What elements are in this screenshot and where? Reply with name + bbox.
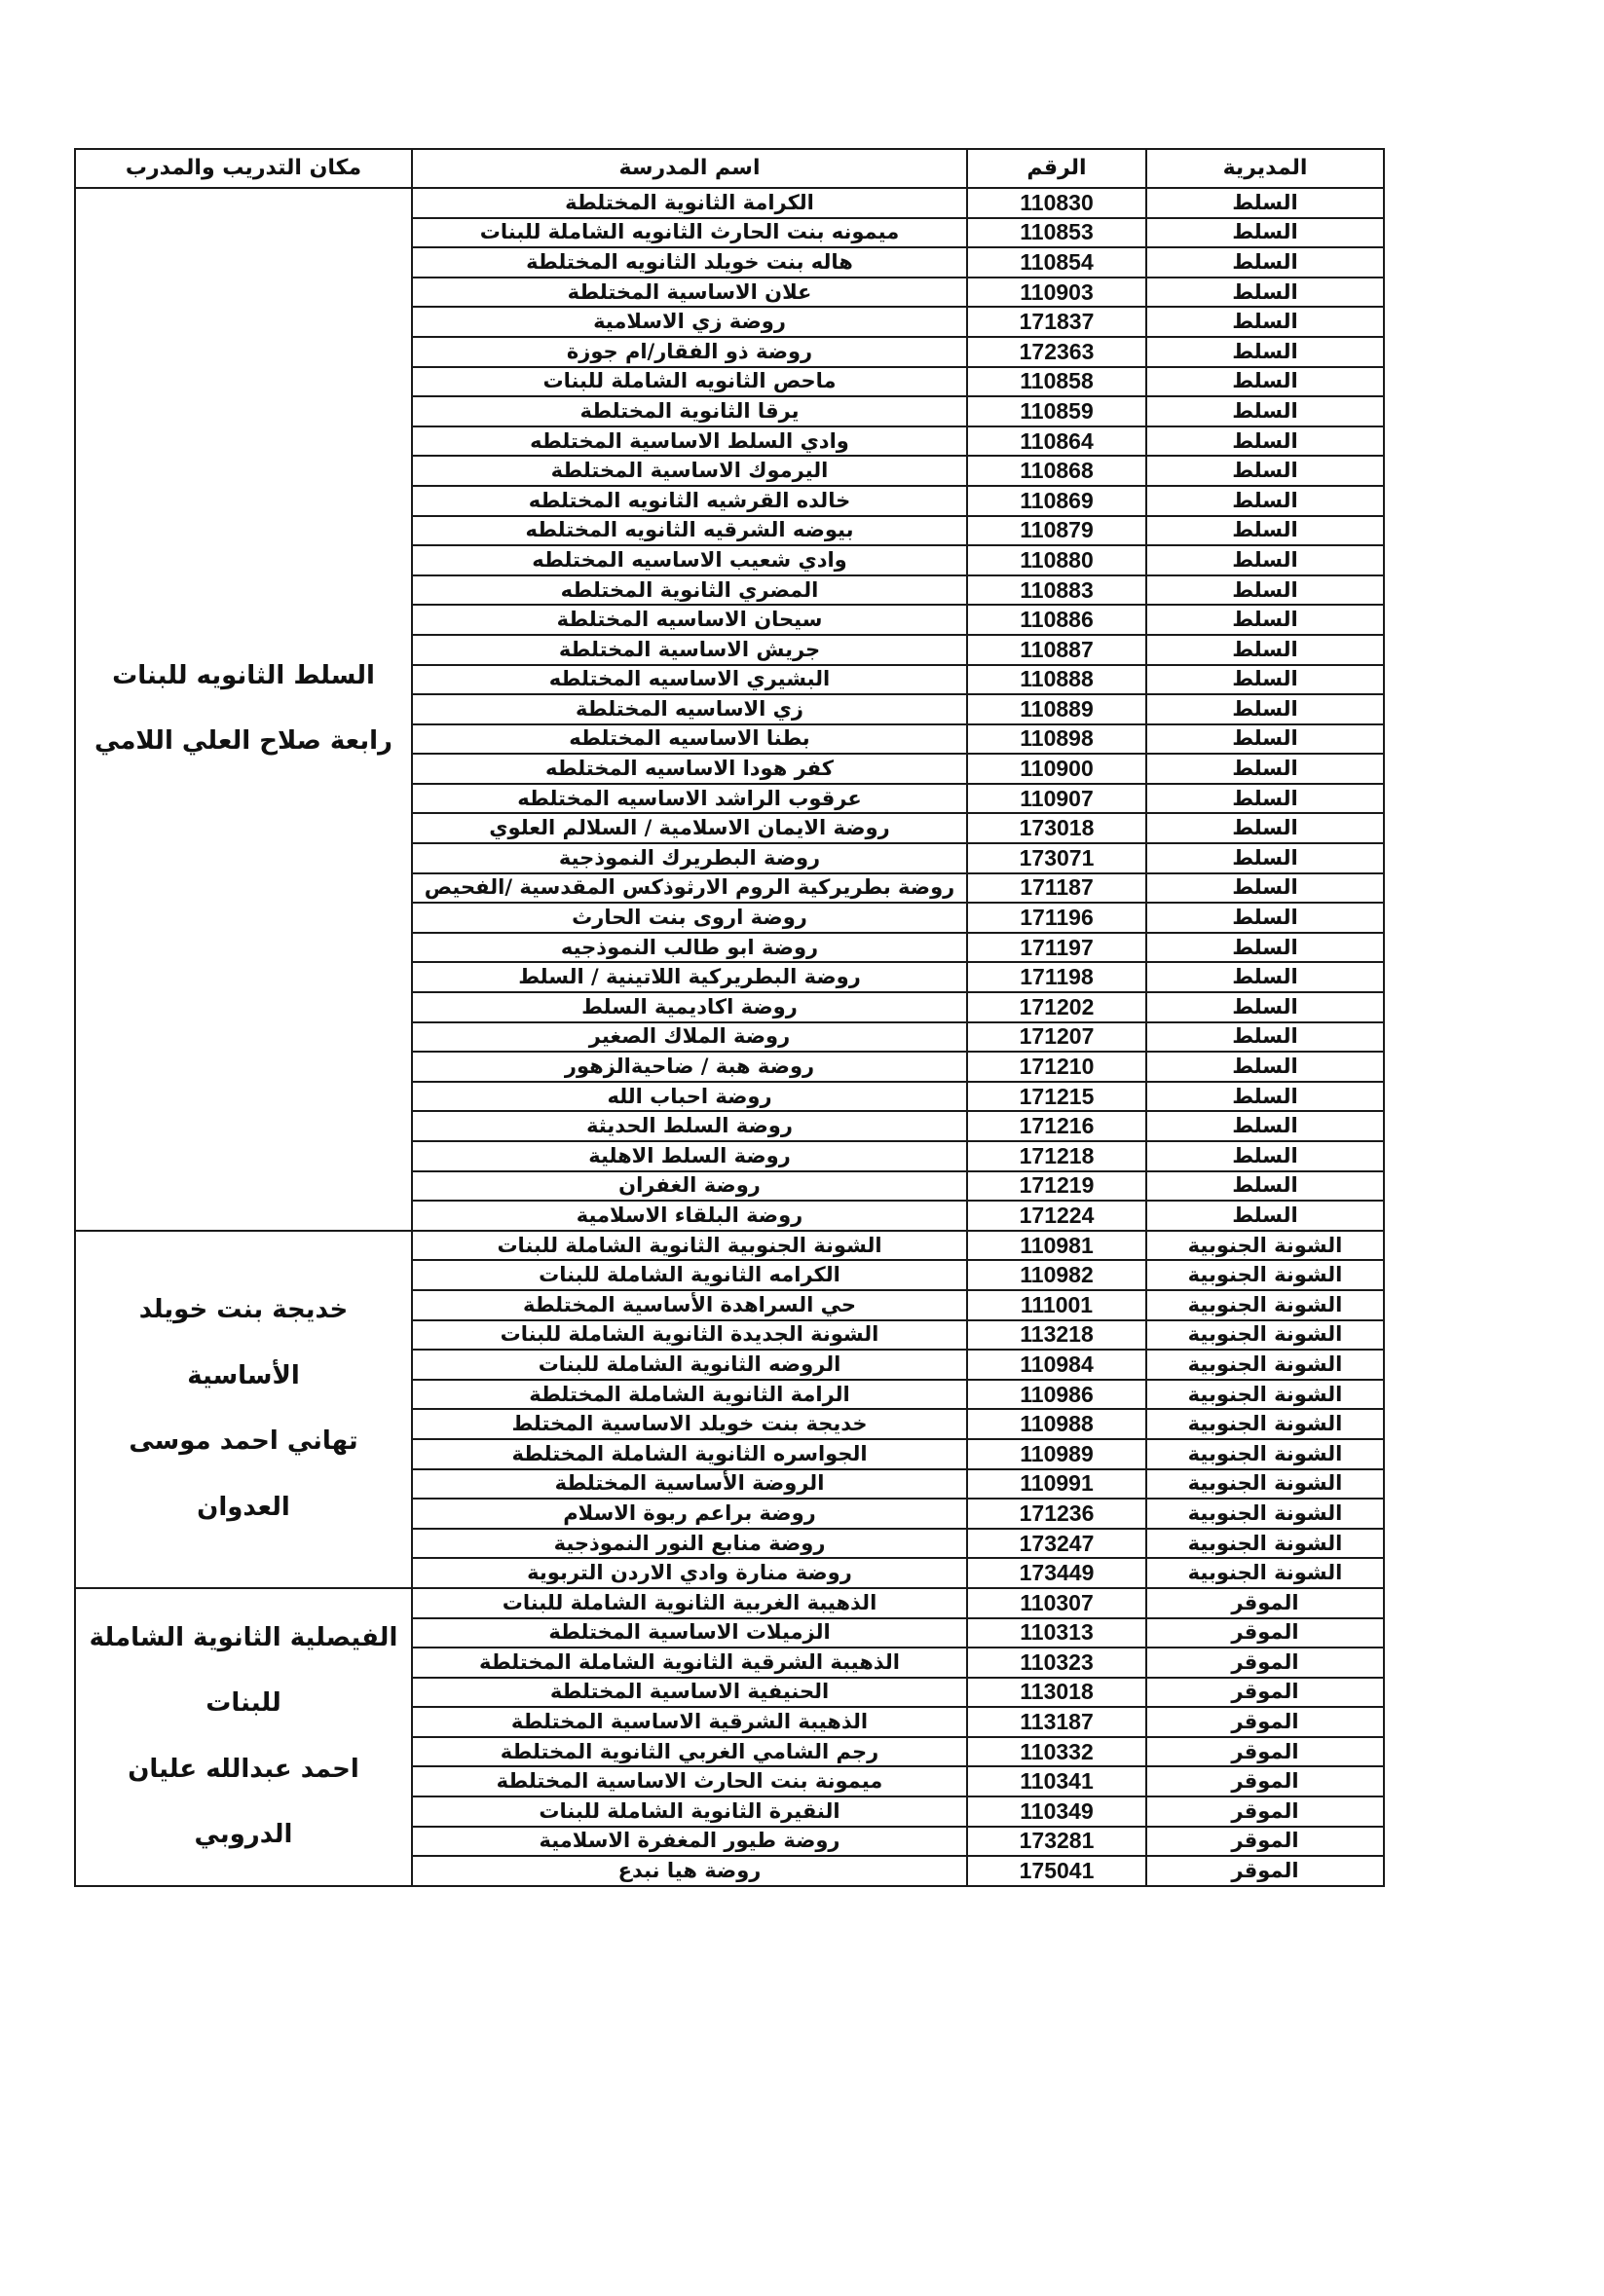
trainer-name: احمد عبدالله عليان الدروبي — [128, 1754, 359, 1850]
school-number-cell: 171236 — [967, 1499, 1146, 1529]
school-name-cell: عرقوب الراشد الاساسيه المختلطه — [412, 784, 967, 814]
school-number-cell: 110988 — [967, 1409, 1146, 1439]
directorate-cell: السلط — [1146, 754, 1384, 784]
directorate-cell: السلط — [1146, 992, 1384, 1022]
school-number-cell: 171202 — [967, 992, 1146, 1022]
schools-table — [74, 148, 1385, 1887]
school-number-cell: 173281 — [967, 1827, 1146, 1857]
directorate-cell: السلط — [1146, 367, 1384, 397]
school-number-cell: 173071 — [967, 843, 1146, 873]
school-number-cell: 171207 — [967, 1022, 1146, 1053]
directorate-cell: السلط — [1146, 516, 1384, 546]
header-place: مكان التدريب والمدرب — [75, 149, 412, 188]
directorate-cell: الشونة الجنوبية — [1146, 1380, 1384, 1410]
school-name-cell: روضة الايمان الاسلامية / السلالم العلوي — [412, 813, 967, 843]
directorate-cell: الشونة الجنوبية — [1146, 1260, 1384, 1290]
school-name-cell: بطنا الاساسيه المختلطه — [412, 724, 967, 755]
directorate-cell: الشونة الجنوبية — [1146, 1439, 1384, 1469]
school-name-cell: سيحان الاساسيه المختلطة — [412, 605, 967, 635]
directorate-cell: السلط — [1146, 575, 1384, 606]
school-name-cell: حي السراهدة الأساسية المختلطة — [412, 1290, 967, 1320]
school-number-cell: 110859 — [967, 396, 1146, 426]
directorate-cell: السلط — [1146, 396, 1384, 426]
directorate-cell: السلط — [1146, 1201, 1384, 1231]
trainer-name: تهاني احمد موسى العدوان — [129, 1426, 358, 1522]
directorate-cell: السلط — [1146, 1022, 1384, 1053]
directorate-cell: الشونة الجنوبية — [1146, 1350, 1384, 1380]
directorate-cell: السلط — [1146, 605, 1384, 635]
directorate-cell: السلط — [1146, 1171, 1384, 1202]
directorate-cell: الموقر — [1146, 1618, 1384, 1648]
directorate-cell: السلط — [1146, 486, 1384, 516]
table-row — [75, 1588, 1384, 1618]
school-name-cell: الزميلات الاساسية المختلطة — [412, 1618, 967, 1648]
directorate-cell: السلط — [1146, 456, 1384, 486]
directorate-cell: السلط — [1146, 873, 1384, 904]
school-name-cell: الذهيبة الشرقية الثانوية الشاملة المختلطة — [412, 1648, 967, 1678]
school-name-cell: روضة البطريرك النموذجية — [412, 843, 967, 873]
table-body — [75, 188, 1384, 1886]
table-header — [75, 149, 1384, 188]
school-number-cell: 173449 — [967, 1558, 1146, 1588]
school-name-cell: روضة اروى بنت الحارث — [412, 903, 967, 933]
school-name-cell: الشونة الجنوبية الثانوية الشاملة للبنات — [412, 1231, 967, 1261]
directorate-cell: السلط — [1146, 307, 1384, 337]
directorate-cell: الشونة الجنوبية — [1146, 1529, 1384, 1559]
school-number-cell: 113218 — [967, 1320, 1146, 1351]
directorate-cell: الشونة الجنوبية — [1146, 1290, 1384, 1320]
directorate-cell: السلط — [1146, 933, 1384, 963]
directorate-cell: السلط — [1146, 813, 1384, 843]
school-number-cell: 110883 — [967, 575, 1146, 606]
school-name-cell: روضة البلقاء الاسلامية — [412, 1201, 967, 1231]
directorate-cell: السلط — [1146, 962, 1384, 992]
school-name-cell: روضة بطريركية الروم الارثوذكس المقدسية /الفحيص — [412, 873, 967, 904]
directorate-cell: الشونة الجنوبية — [1146, 1231, 1384, 1261]
school-name-cell: النقيرة الثانوية الشاملة للبنات — [412, 1796, 967, 1827]
school-number-cell: 110900 — [967, 754, 1146, 784]
school-number-cell: 110854 — [967, 247, 1146, 278]
document-sheet — [89, 148, 1385, 1887]
school-number-cell: 110307 — [967, 1588, 1146, 1618]
school-name-cell: روضة احباب الله — [412, 1082, 967, 1112]
school-name-cell: اليرموك الاساسية المختلطة — [412, 456, 967, 486]
school-number-cell: 110889 — [967, 694, 1146, 724]
directorate-cell: السلط — [1146, 1052, 1384, 1082]
school-name-cell: روضة اكاديمية السلط — [412, 992, 967, 1022]
school-name-cell: روضة الملاك الصغير — [412, 1022, 967, 1053]
school-number-cell: 175041 — [967, 1856, 1146, 1886]
school-name-cell: الحنيفية الاساسية المختلطة — [412, 1678, 967, 1708]
school-name-cell: روضة ذو الفقار/ام جوزة — [412, 337, 967, 367]
school-name-cell: روضة منارة وادي الاردن التربوية — [412, 1558, 967, 1588]
school-name-cell: روضة هيا نبدع — [412, 1856, 967, 1886]
directorate-cell: السلط — [1146, 784, 1384, 814]
school-name-cell: يرقا الثانوية المختلطة — [412, 396, 967, 426]
directorate-cell: الشونة الجنوبية — [1146, 1469, 1384, 1500]
header-directorate: المديرية — [1146, 149, 1384, 188]
school-number-cell: 110864 — [967, 426, 1146, 457]
school-number-cell: 110984 — [967, 1350, 1146, 1380]
table-row — [75, 188, 1384, 218]
directorate-cell: الشونة الجنوبية — [1146, 1499, 1384, 1529]
school-name-cell: الجواسره الثانوية الشاملة المختلطة — [412, 1439, 967, 1469]
school-number-cell: 110332 — [967, 1737, 1146, 1767]
school-name-cell: روضة البطريركية اللاتينية / السلط — [412, 962, 967, 992]
school-number-cell: 110903 — [967, 278, 1146, 308]
school-number-cell: 171219 — [967, 1171, 1146, 1202]
school-name-cell: ميمونة بنت الحارث الاساسية المختلطة — [412, 1766, 967, 1796]
directorate-cell: السلط — [1146, 1141, 1384, 1171]
trainer-name: رابعة صلاح العلي اللامي — [94, 726, 392, 757]
school-number-cell: 110858 — [967, 367, 1146, 397]
directorate-cell: الموقر — [1146, 1766, 1384, 1796]
school-name-cell: الكرامة الثانوية المختلطة — [412, 188, 967, 218]
school-name-cell: الشونة الجديدة الثانوية الشاملة للبنات — [412, 1320, 967, 1351]
school-number-cell: 113018 — [967, 1678, 1146, 1708]
training-place-cell — [75, 188, 412, 1231]
school-number-cell: 110323 — [967, 1648, 1146, 1678]
header-school: اسم المدرسة — [412, 149, 967, 188]
school-name-cell: روضة هبة / ضاحيةالزهور — [412, 1052, 967, 1082]
school-number-cell: 110341 — [967, 1766, 1146, 1796]
school-name-cell: هاله بنت خويلد الثانويه المختلطة — [412, 247, 967, 278]
school-name-cell: بيوضه الشرقيه الثانويه المختلطه — [412, 516, 967, 546]
school-name-cell: ماحص الثانويه الشاملة للبنات — [412, 367, 967, 397]
training-place-cell — [75, 1588, 412, 1886]
school-number-cell: 110886 — [967, 605, 1146, 635]
directorate-cell: الشونة الجنوبية — [1146, 1558, 1384, 1588]
directorate-cell: الشونة الجنوبية — [1146, 1409, 1384, 1439]
school-number-cell: 110989 — [967, 1439, 1146, 1469]
directorate-cell: الموقر — [1146, 1648, 1384, 1678]
school-number-cell: 110887 — [967, 635, 1146, 665]
directorate-cell: السلط — [1146, 635, 1384, 665]
school-number-cell: 172363 — [967, 337, 1146, 367]
school-name-cell: خالده القرشيه الثانويه المختلطه — [412, 486, 967, 516]
school-number-cell: 110991 — [967, 1469, 1146, 1500]
school-name-cell: الذهيبة الشرقية الاساسية المختلطة — [412, 1707, 967, 1737]
school-name-cell: روضة السلط الاهلية — [412, 1141, 967, 1171]
training-place-name: السلط الثانويه للبنات — [112, 660, 375, 690]
directorate-cell: الموقر — [1146, 1856, 1384, 1886]
school-number-cell: 110830 — [967, 188, 1146, 218]
school-number-cell: 110907 — [967, 784, 1146, 814]
directorate-cell: الشونة الجنوبية — [1146, 1320, 1384, 1351]
school-name-cell: روضة منابع النور النموذجية — [412, 1529, 967, 1559]
school-name-cell: روضة السلط الحديثة — [412, 1111, 967, 1141]
school-name-cell: روضة الغفران — [412, 1171, 967, 1202]
school-name-cell: رجم الشامي الغربي الثانوية المختلطة — [412, 1737, 967, 1767]
directorate-cell: السلط — [1146, 188, 1384, 218]
directorate-cell: السلط — [1146, 694, 1384, 724]
directorate-cell: السلط — [1146, 724, 1384, 755]
directorate-cell: السلط — [1146, 218, 1384, 248]
school-name-cell: الروضه الثانوية الشاملة للبنات — [412, 1350, 967, 1380]
school-number-cell: 171187 — [967, 873, 1146, 904]
directorate-cell: السلط — [1146, 1111, 1384, 1141]
directorate-cell: الموقر — [1146, 1678, 1384, 1708]
training-place-name: خديجة بنت خويلد الأساسية — [138, 1295, 349, 1390]
school-number-cell: 110981 — [967, 1231, 1146, 1261]
school-number-cell: 110986 — [967, 1380, 1146, 1410]
school-number-cell: 173018 — [967, 813, 1146, 843]
school-name-cell: كفر هودا الاساسيه المختلطه — [412, 754, 967, 784]
school-name-cell: روضة براعم ربوة الاسلام — [412, 1499, 967, 1529]
school-name-cell: روضة طيور المغفرة الاسلامية — [412, 1827, 967, 1857]
directorate-cell: الموقر — [1146, 1588, 1384, 1618]
directorate-cell: السلط — [1146, 545, 1384, 575]
school-name-cell: الرامة الثانوية الشاملة المختلطة — [412, 1380, 967, 1410]
school-number-cell: 171210 — [967, 1052, 1146, 1082]
school-number-cell: 171837 — [967, 307, 1146, 337]
school-name-cell: وادي شعيب الاساسيه المختلطه — [412, 545, 967, 575]
school-name-cell: المضري الثانوية المختلطه — [412, 575, 967, 606]
directorate-cell: السلط — [1146, 665, 1384, 695]
directorate-cell: الموقر — [1146, 1737, 1384, 1767]
directorate-cell: السلط — [1146, 426, 1384, 457]
school-number-cell: 171216 — [967, 1111, 1146, 1141]
school-number-cell: 110313 — [967, 1618, 1146, 1648]
school-number-cell: 171215 — [967, 1082, 1146, 1112]
school-number-cell: 110869 — [967, 486, 1146, 516]
school-name-cell: وادي السلط الاساسية المختلطه — [412, 426, 967, 457]
school-name-cell: خديجة بنت خويلد الاساسية المختلط — [412, 1409, 967, 1439]
school-number-cell: 171198 — [967, 962, 1146, 992]
directorate-cell: السلط — [1146, 1082, 1384, 1112]
school-number-cell: 110888 — [967, 665, 1146, 695]
school-number-cell: 111001 — [967, 1290, 1146, 1320]
training-place-cell — [75, 1231, 412, 1588]
school-name-cell: زي الاساسيه المختلطة — [412, 694, 967, 724]
school-number-cell: 110880 — [967, 545, 1146, 575]
school-name-cell: الكرامه الثانوية الشاملة للبنات — [412, 1260, 967, 1290]
school-number-cell: 110349 — [967, 1796, 1146, 1827]
directorate-cell: السلط — [1146, 903, 1384, 933]
school-number-cell: 110868 — [967, 456, 1146, 486]
school-number-cell: 173247 — [967, 1529, 1146, 1559]
school-number-cell: 171224 — [967, 1201, 1146, 1231]
school-number-cell: 113187 — [967, 1707, 1146, 1737]
school-name-cell: ميمونه بنت الحارث الثانويه الشاملة للبنات — [412, 218, 967, 248]
header-number: الرقم — [967, 149, 1146, 188]
school-name-cell: جريش الاساسية المختلطة — [412, 635, 967, 665]
directorate-cell: السلط — [1146, 337, 1384, 367]
directorate-cell: الموقر — [1146, 1827, 1384, 1857]
school-number-cell: 110898 — [967, 724, 1146, 755]
school-number-cell: 171197 — [967, 933, 1146, 963]
school-name-cell: البشيري الاساسيه المختلطه — [412, 665, 967, 695]
school-number-cell: 171196 — [967, 903, 1146, 933]
table-row — [75, 1231, 1384, 1261]
school-name-cell: علان الاساسية المختلطة — [412, 278, 967, 308]
school-name-cell: الروضة الأساسية المختلطة — [412, 1469, 967, 1500]
training-place-name: الفيصلية الثانوية الشاملة للبنات — [89, 1622, 398, 1719]
school-name-cell: الذهيبة الغربية الثانوية الشاملة للبنات — [412, 1588, 967, 1618]
school-number-cell: 171218 — [967, 1141, 1146, 1171]
directorate-cell: الموقر — [1146, 1707, 1384, 1737]
school-number-cell: 110853 — [967, 218, 1146, 248]
school-name-cell: روضة زي الاسلامية — [412, 307, 967, 337]
school-number-cell: 110982 — [967, 1260, 1146, 1290]
directorate-cell: الموقر — [1146, 1796, 1384, 1827]
directorate-cell: السلط — [1146, 247, 1384, 278]
directorate-cell: السلط — [1146, 278, 1384, 308]
directorate-cell: السلط — [1146, 843, 1384, 873]
school-name-cell: روضة ابو طالب النموذجيه — [412, 933, 967, 963]
school-number-cell: 110879 — [967, 516, 1146, 546]
header-row — [75, 149, 1384, 188]
